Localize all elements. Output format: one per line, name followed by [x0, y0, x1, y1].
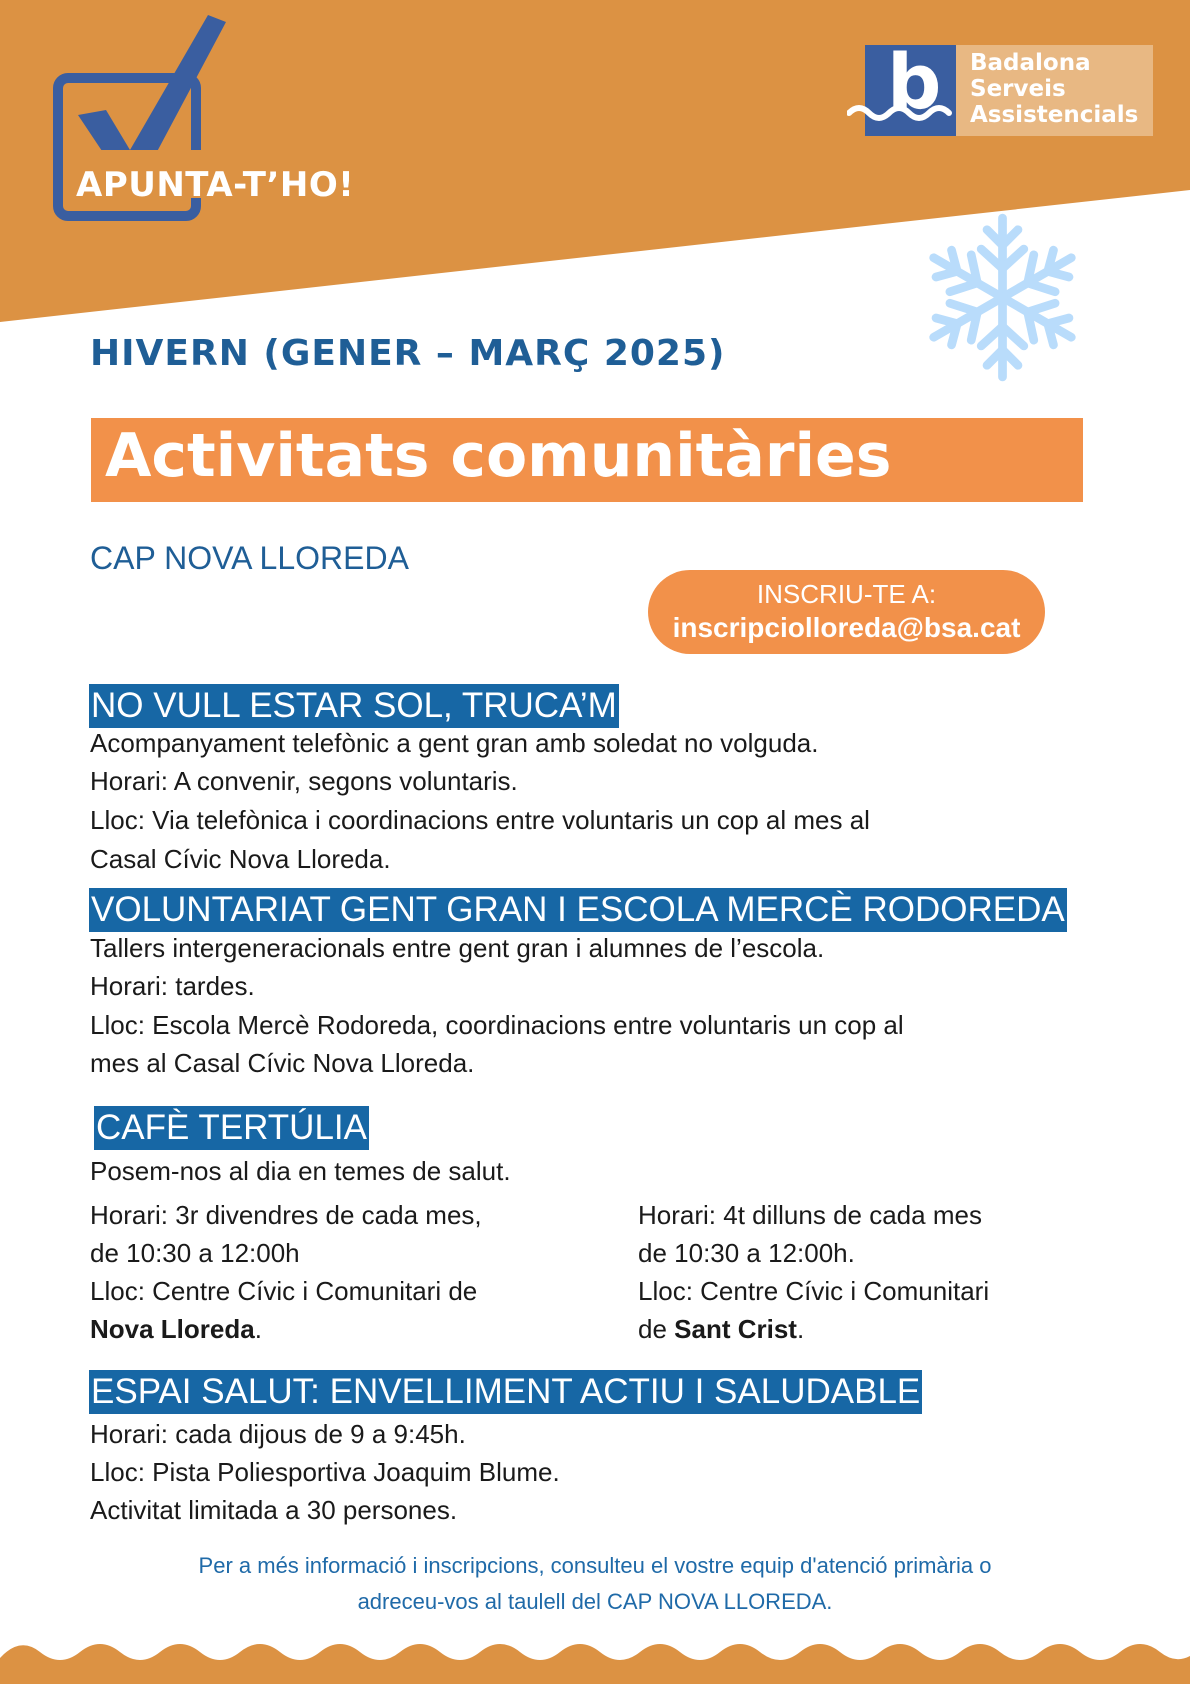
tertulia-right-line-4 — [638, 1310, 804, 1348]
tertulia-left-line-4 — [90, 1310, 262, 1348]
section-heading-voluntariat: VOLUNTARIAT GENT GRAN I ESCOLA MERCÈ RODOREDA — [89, 888, 1067, 932]
section-2-line-2: Horari: tardes. — [90, 971, 255, 1001]
signup-label: INSCRIU-TE A: — [756, 579, 937, 609]
tertulia-right-line-1: Horari: 4t dilluns de cada mes — [638, 1200, 982, 1230]
section-heading-espai-salut: ESPAI SALUT: ENVELLIMENT ACTIU I SALUDABLE — [89, 1370, 922, 1414]
tertulia-left-line-3: Lloc: Centre Cívic i Comunitari de — [90, 1276, 478, 1306]
signup-pill — [648, 570, 1045, 654]
section-1-line-4: Casal Cívic Nova Lloreda. — [90, 844, 391, 874]
section-2-line-3: Lloc: Escola Mercè Rodoreda, coordinacions entre voluntaris un cop al — [90, 1010, 904, 1040]
tertulia-left-line-2: de 10:30 a 12:00h — [90, 1238, 300, 1268]
section-2-line-4: mes al Casal Cívic Nova Lloreda. — [90, 1048, 475, 1078]
section-1-line-1: Acompanyament telefònic a gent gran amb soledat no volguda. — [90, 728, 819, 758]
section-4-line-1: Horari: cada dijous de 9 a 9:45h. — [90, 1419, 466, 1449]
section-4-line-3: Activitat limitada a 30 persones. — [90, 1495, 458, 1525]
logo-text — [956, 45, 1153, 136]
tertulia-right-line-2: de 10:30 a 12:00h. — [638, 1238, 855, 1268]
tertulia-right-end: . — [796, 1314, 805, 1344]
tertulia-left-end: . — [254, 1314, 262, 1344]
section-3-intro: Posem-nos al dia en temes de salut. — [90, 1156, 511, 1186]
season-subtitle: HIVERN (GENER – MARÇ 2025) — [90, 333, 726, 374]
page-title: Activitats comunitàries — [105, 421, 892, 491]
logo-line-2: Serveis — [970, 76, 1066, 102]
logo-wave-icon — [847, 101, 957, 125]
logo-letter: b — [887, 37, 942, 126]
snowflake-icon — [925, 210, 1080, 385]
logo-line-3: Assistencials — [970, 102, 1139, 128]
tertulia-right-prefix: de — [638, 1314, 675, 1344]
section-2-line-1: Tallers intergeneracionals entre gent gran i alumnes de l’escola. — [90, 933, 825, 963]
tertulia-right-venue: Sant Crist — [674, 1314, 797, 1344]
apunta-badge: APUNTA-T’HO! — [76, 165, 355, 205]
tertulia-right-line-3: Lloc: Centre Cívic i Comunitari — [638, 1276, 990, 1306]
footer-line-2: adreceu-vos al taulell del CAP NOVA LLOREDA. — [357, 1589, 833, 1614]
title-banner — [91, 418, 1083, 502]
footer-note — [0, 1548, 1190, 1620]
section-1-line-2: Horari: A convenir, segons voluntaris. — [90, 766, 518, 796]
bottom-wave-decoration — [0, 1628, 1190, 1684]
tertulia-left-line-1: Horari: 3r divendres de cada mes, — [90, 1200, 482, 1230]
logo-line-1: Badalona — [970, 50, 1091, 76]
signup-email-link[interactable]: inscripciolloreda@bsa.cat — [672, 612, 1021, 643]
section-1-line-3: Lloc: Via telefònica i coordinacions entre voluntaris un cop al mes al — [90, 805, 870, 835]
section-heading-truca-m: NO VULL ESTAR SOL, TRUCA’M — [89, 684, 619, 728]
tertulia-left-venue: Nova Lloreda — [90, 1314, 255, 1344]
footer-line-1: Per a més informació i inscripcions, consulteu el vostre equip d'atenció primària o — [198, 1553, 992, 1578]
section-4-line-2: Lloc: Pista Poliesportiva Joaquim Blume. — [90, 1457, 560, 1487]
section-heading-cafe-tertulia: CAFÈ TERTÚLIA — [94, 1106, 369, 1150]
organization-logo — [865, 37, 1153, 136]
center-location: CAP NOVA LLOREDA — [90, 540, 409, 576]
